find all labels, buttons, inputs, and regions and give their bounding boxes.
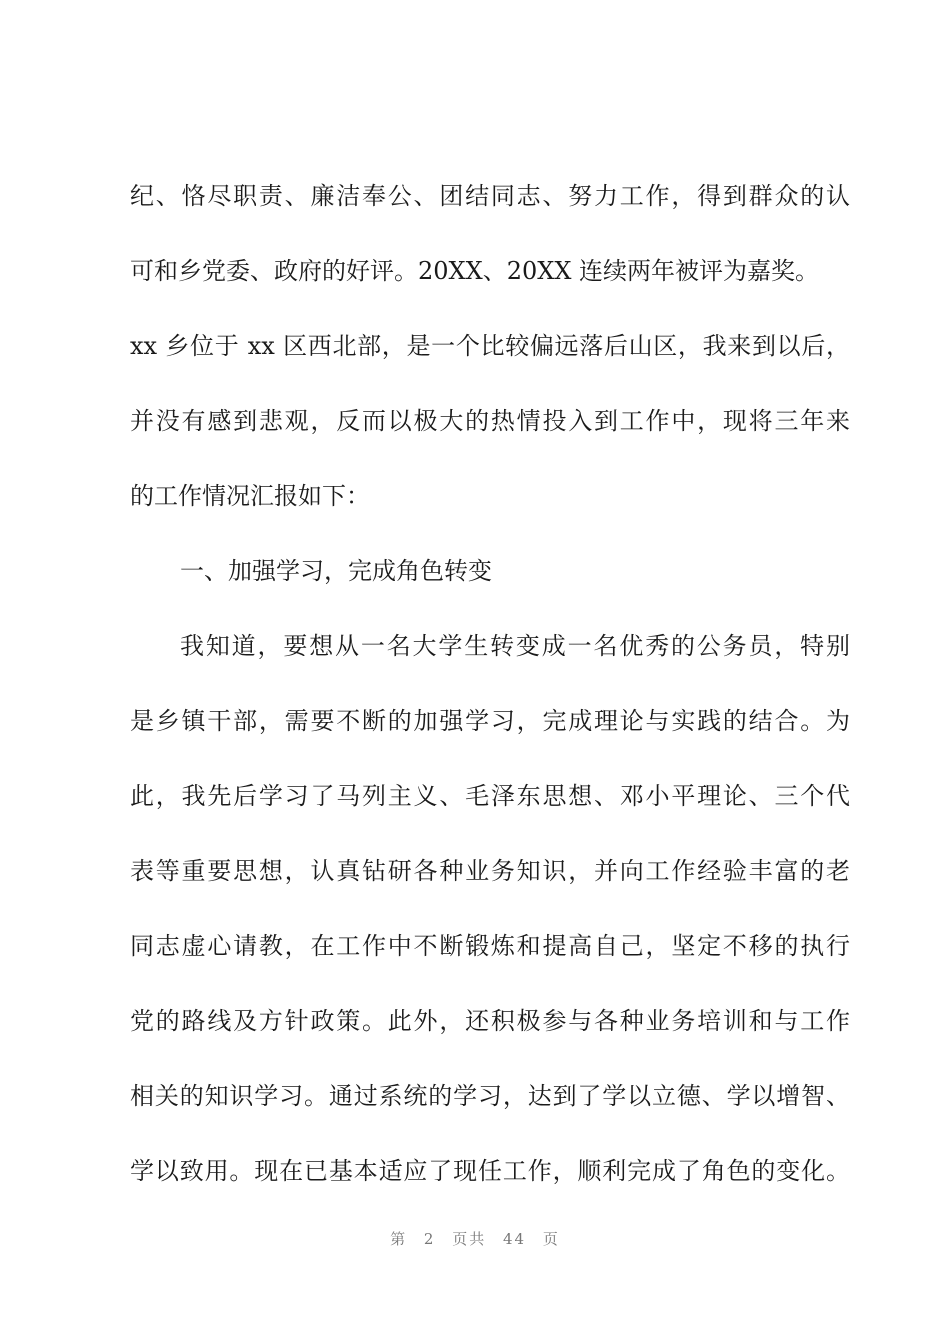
body-text-line: 学以致用。现在已基本适应了现任工作，顺利完成了角色的变化。 — [130, 1157, 850, 1185]
body-text-line: 可和乡党委、政府的好评。20XX、20XX 连续两年被评为嘉奖。 — [130, 257, 820, 285]
body-text-line: 表等重要思想，认真钻研各种业务知识，并向工作经验丰富的老 — [130, 857, 850, 885]
body-text-line: 相关的知识学习。通过系统的学习，达到了学以立德、学以增智、 — [130, 1082, 850, 1110]
body-text-line: 党的路线及方针政策。此外，还积极参与各种业务培训和与工作 — [130, 1007, 850, 1035]
body-text-line: 纪、恪尽职责、廉洁奉公、团结同志、努力工作，得到群众的认 — [130, 182, 850, 210]
section-heading: 一、加强学习，完成角色转变 — [180, 557, 492, 585]
body-text-line: 同志虚心请教，在工作中不断锻炼和提高自己，坚定不移的执行 — [130, 932, 850, 960]
page-number-footer: 第 2 页共 44 页 — [390, 1230, 560, 1248]
body-text-line: 是乡镇干部，需要不断的加强学习，完成理论与实践的结合。为 — [130, 707, 850, 735]
body-text-line: 并没有感到悲观，反而以极大的热情投入到工作中，现将三年来 — [130, 407, 850, 435]
body-text-line: 我知道，要想从一名大学生转变成一名优秀的公务员，特别 — [180, 632, 850, 660]
body-text-line: 此，我先后学习了马列主义、毛泽东思想、邓小平理论、三个代 — [130, 782, 850, 810]
body-text-line: xx 乡位于 xx 区西北部，是一个比较偏远落后山区，我来到以后， — [130, 332, 850, 360]
body-text-line: 的工作情况汇报如下： — [130, 482, 370, 510]
